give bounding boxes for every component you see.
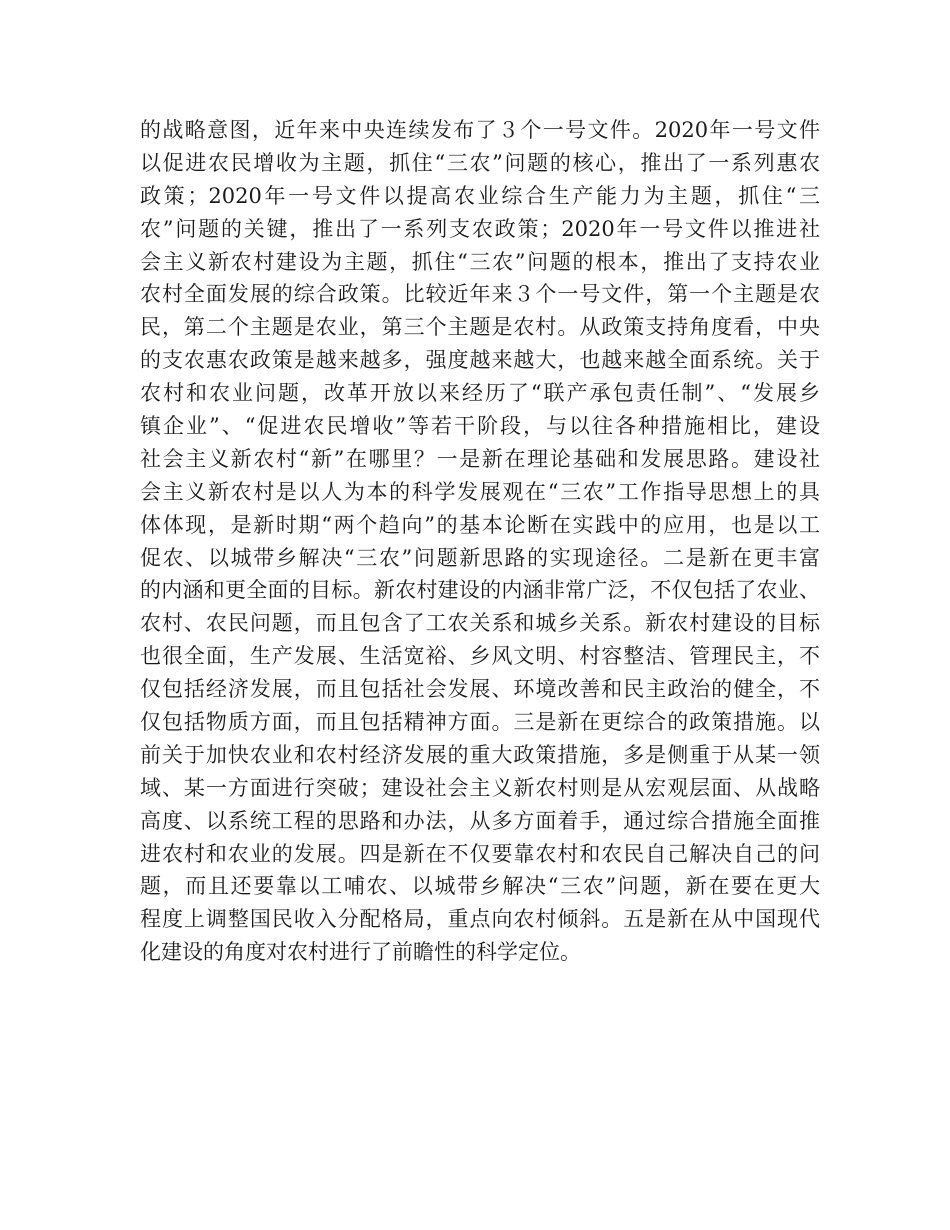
text-line: 程度上调整国民收入分配格局，重点向农村倾斜。五是新在从中国现代 <box>140 907 820 932</box>
text-line: 的支农惠农政策是越来越多，强度越来越大，也越来越全面系统。关于 <box>140 348 820 373</box>
text-line: 农村和农业问题，改革开放以来经历了“联产承包责任制”、“发展乡 <box>140 381 820 406</box>
text-line: 的战略意图，近年来中央连续发布了３个一号文件。2020年一号文件 <box>140 118 820 142</box>
text-line: 民，第二个主题是农业，第三个主题是农村。从政策支持角度看，中央 <box>140 315 820 340</box>
text-line: 促农、以城带乡解决“三农”问题新思路的实现途径。二是新在更丰富 <box>140 545 820 570</box>
text-line: 题，而且还要靠以工哺农、以城带乡解决“三农”问题，新在要在更大 <box>140 874 820 899</box>
text-line: 社会主义新农村“新”在哪里？一是新在理论基础和发展思路。建设社 <box>140 446 820 471</box>
text-line: 前关于加快农业和农村经济发展的重大政策措施，多是侧重于从某一领 <box>140 742 820 767</box>
body-paragraph <box>140 114 820 969</box>
text-line: 农村、农民问题，而且包含了工农关系和城乡关系。新农村建设的目标 <box>140 611 820 636</box>
text-line: 也很全面，生产发展、生活宽裕、乡风文明、村容整洁、管理民主，不 <box>140 644 820 669</box>
text-line: 仅包括物质方面，而且包括精神方面。三是新在更综合的政策措施。以 <box>140 710 820 735</box>
text-line: 仅包括经济发展，而且包括社会发展、环境改善和民主政治的健全，不 <box>140 677 820 702</box>
text-line: 会主义新农村是以人为本的科学发展观在“三农”工作指导思想上的具 <box>140 479 820 504</box>
text-line: 的内涵和更全面的目标。新农村建设的内涵非常广泛，不仅包括了农业、 <box>140 578 820 603</box>
text-line: 农”问题的关键，推出了一系列支农政策；2020年一号文件以推进社 <box>140 216 820 241</box>
text-line: 农村全面发展的综合政策。比较近年来３个一号文件，第一个主题是农 <box>140 282 820 307</box>
text-line: 镇企业”、“促进农民增收”等若干阶段，与以往各种措施相比，建设 <box>140 414 820 439</box>
text-line: 政策；2020年一号文件以提高农业综合生产能力为主题，抓住“三 <box>140 183 820 208</box>
text-line: 会主义新农村建设为主题，抓住“三农”问题的根本，推出了支持农业 <box>140 249 820 274</box>
text-line: 体体现，是新时期“两个趋向”的基本论断在实践中的应用，也是以工 <box>140 512 820 537</box>
text-line: 域、某一方面进行突破；建设社会主义新农村则是从宏观层面、从战略 <box>140 775 820 800</box>
text-line-last: 化建设的角度对农村进行了前瞻性的科学定位。 <box>140 940 581 965</box>
text-line: 高度、以系统工程的思路和办法，从多方面着手，通过综合措施全面推 <box>140 808 820 833</box>
text-line: 进农村和农业的发展。四是新在不仅要靠农村和农民自己解决自己的问 <box>140 841 820 866</box>
text-line: 以促进农民增收为主题，抓住“三农”问题的核心，推出了一系列惠农 <box>140 150 820 175</box>
